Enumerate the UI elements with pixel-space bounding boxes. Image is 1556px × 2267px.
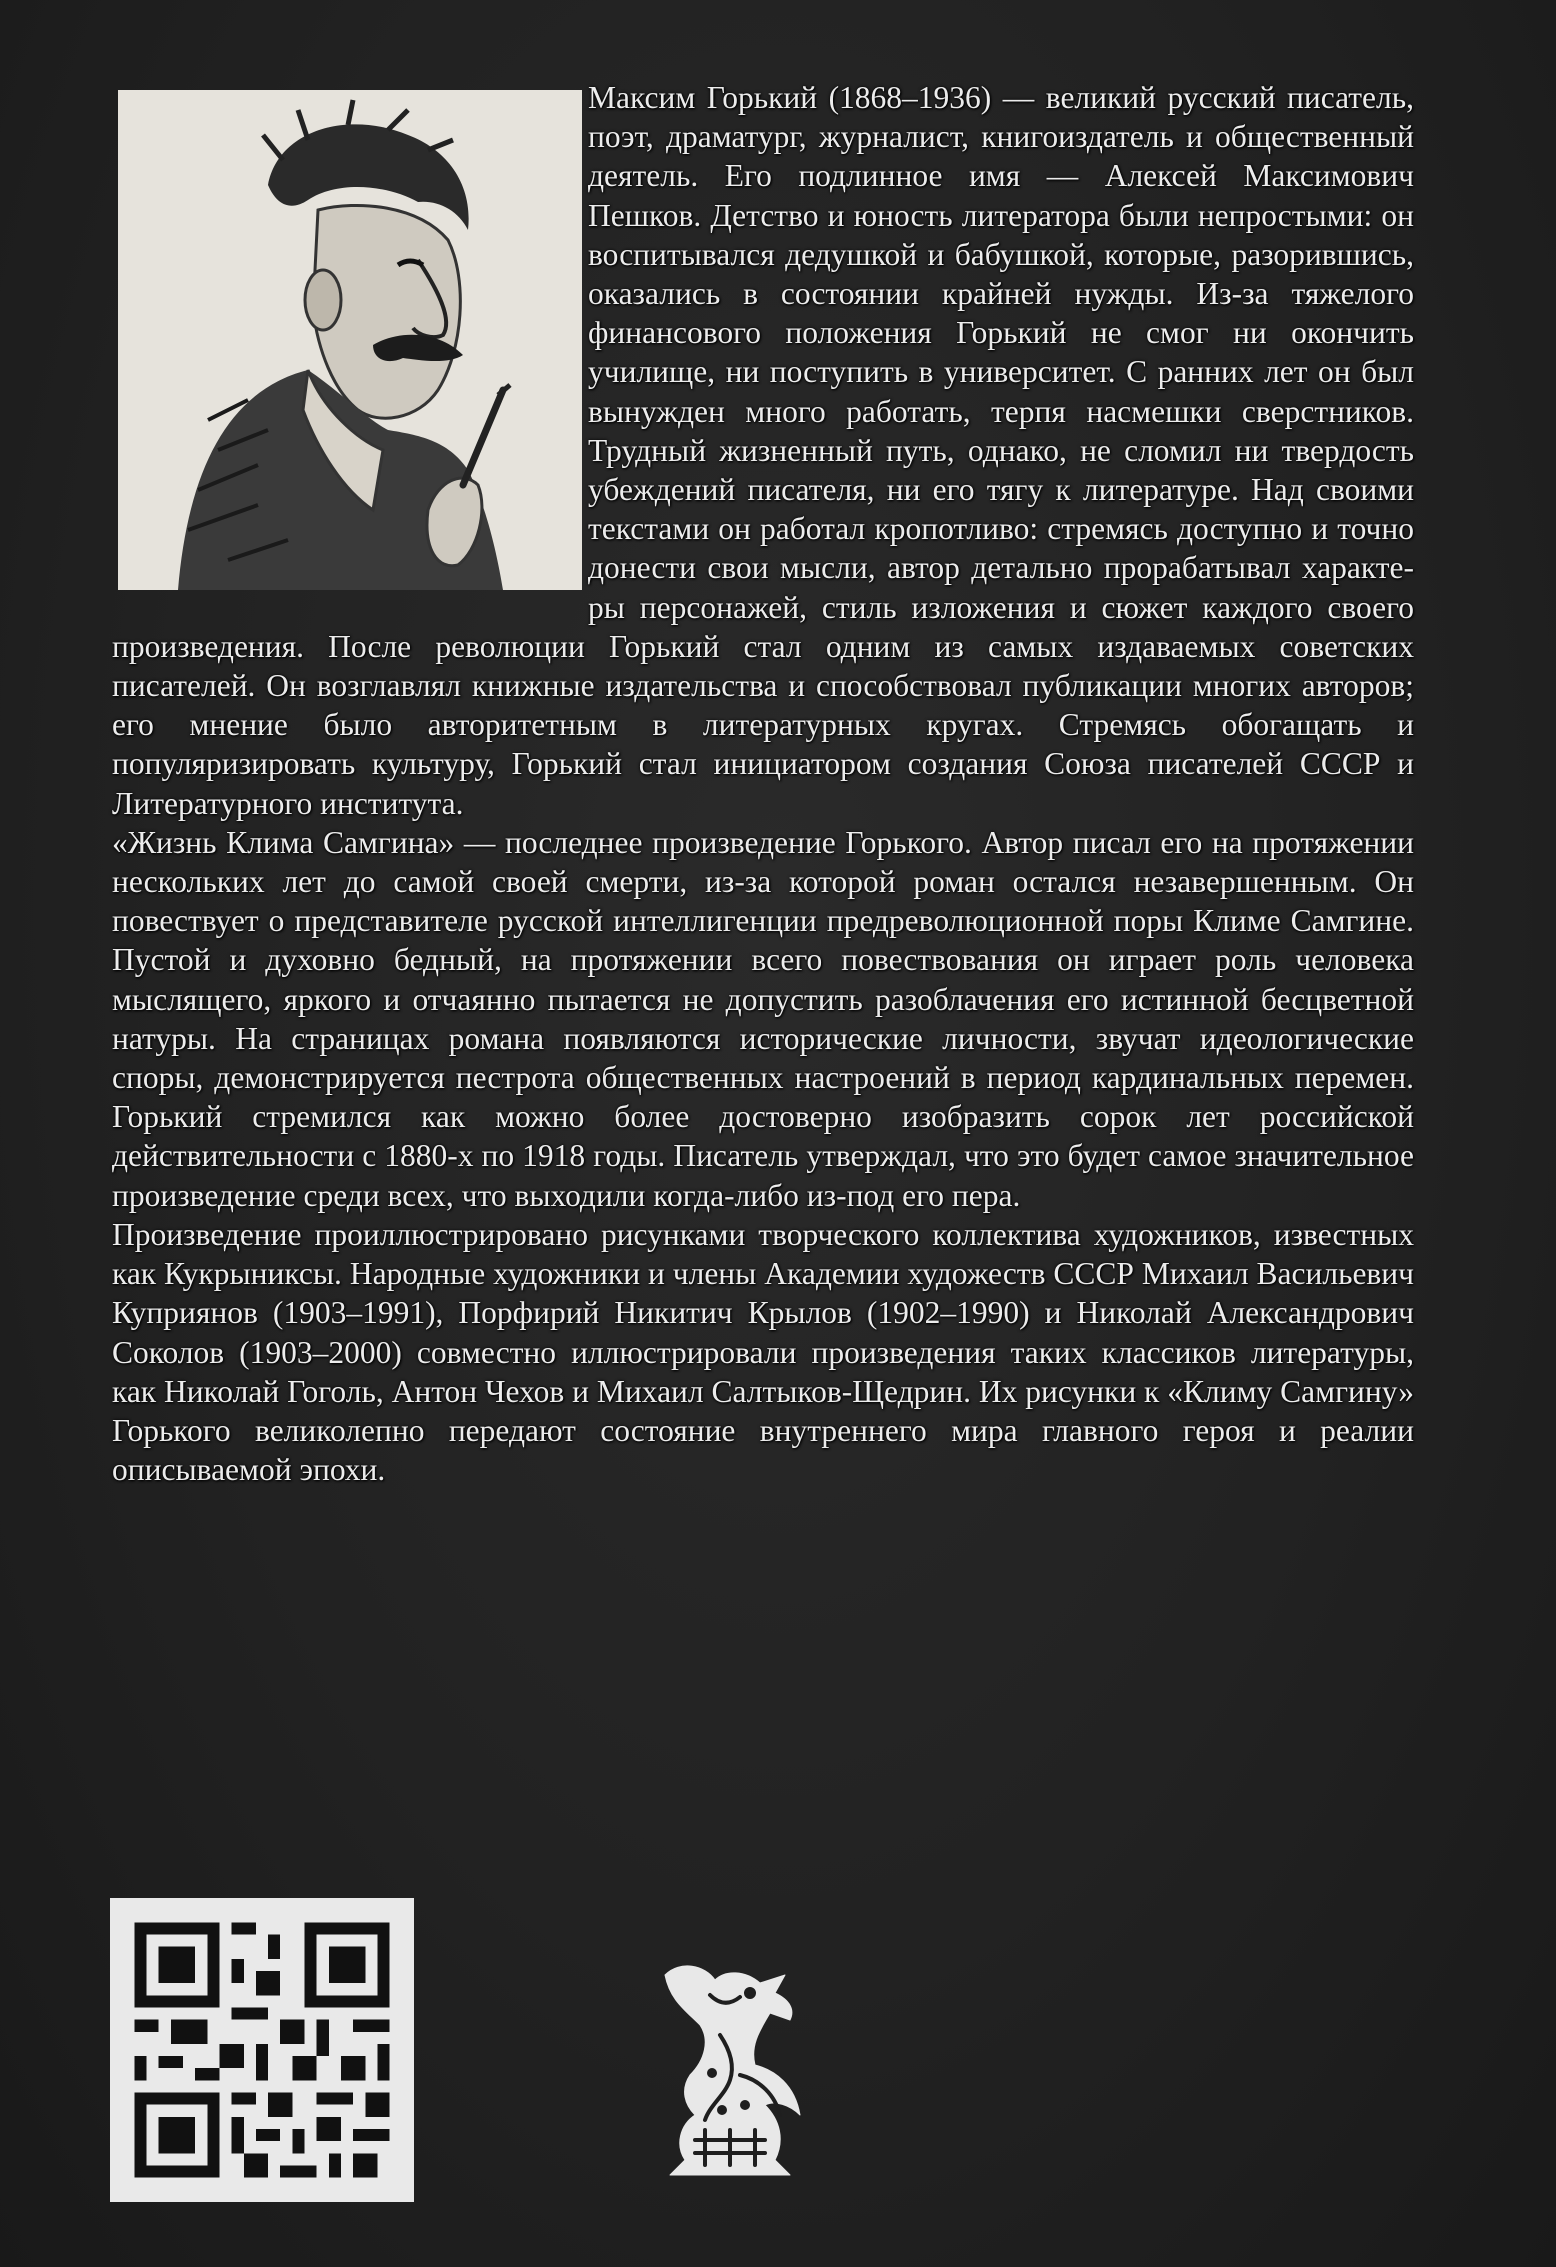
qr-code <box>110 1898 414 2202</box>
novel-description-paragraph: «Жизнь Клима Самгина» — последнее произведение Горького. Автор писал его на протяжении нескольких лет до самой своей смерти, из-за которой роман остался незавершенным. Он повествует о представителе русской интеллигенции предреволюционной поры Климе Самгине. Пустой и духовно бедный, на протяжении всего повествования он играет роль человека мыслящего, яркого и отчаянно пытается не допустить разоблачения его истинной бесцветной натуры. На страницах романа появляются исторические личности, звучат идеологические споры, демонстрируется пестрота общественных настроений в период кардинальных перемен. Горький стремился как можно более достоверно изобразить сорок лет российской действительности с 1880-х по 1918 годы. Писатель утверждал, что это будет самое значительное произведение среди всех, что выходили когда-либо из-под его пера. <box>112 824 1414 1213</box>
portrait-float-space <box>112 82 588 590</box>
author-bio-paragraph: Максим Горький (1868–1936) — великий русский писатель, поэт, драматург, журналист, книгоиздатель и общественный деятель. Его подлинное имя — Алексей Максимович Пешков. Детство и юность литератора были непростыми: он воспитывался дедушкой и бабушкой, которые, разорившись, оказались в состоянии крайней нужды. Из-за тяжелого финансового положения Горький не смог ни окончить училище, ни поступить в университет. С ранних лет он был вынужден много работать, терпя насмешки сверстников. Трудный жизненный путь, однако, не сломил ни твердость убеждений писателя, ни его тягу к литературе. Над своими текстами он работал кропотливо: стремясь доступно и точно донести свои мысли, автор детально прорабатывал характеры персонажей, стиль изложения и сюжет каждого своего произведения. После революции Горький стал одним из самых издаваемых советских писателей. Он возглавлял книжные издательства и способствовал публикации многих авторов; его мнение было авторитетным в литературных кругах. Стремясь обогащать и популяризировать культуру, Горький стал инициатором создания Союза писателей СССР и Литературного института. <box>112 80 1414 821</box>
illustrators-paragraph: Произведение проиллюстрировано рисунками творческого коллектива художников, известных как Кукрыниксы. Народные художники и члены Академии художеств СССР Михаил Васильевич Куприянов (1903–1991), Порфирий Никитич Крылов (1902–1990) и Николай Александрович Соколов (1903–2000) совместно иллюстрировали произведения таких классиков литературы, как Николай Гоголь, Антон Чехов и Михаил Салтыков-Щедрин. Их рисунки к «Климу Самгину» Горького великолепно передают состояние внутреннего мира главного героя и реалии описываемой эпохи. <box>112 1216 1414 1488</box>
description-text <box>112 78 1414 1489</box>
publisher-dragon-logo <box>650 1955 810 2180</box>
